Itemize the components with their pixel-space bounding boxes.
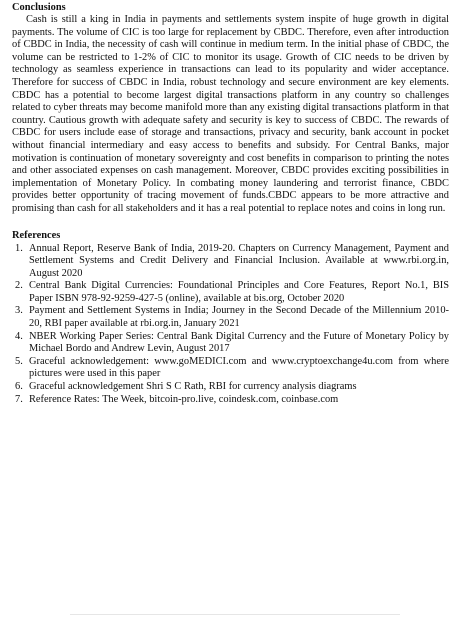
reference-item bbox=[12, 356, 449, 381]
reference-item bbox=[12, 305, 449, 330]
reference-item bbox=[12, 280, 449, 305]
reference-text: Annual Report, Reserve Bank of India, 2019-20. Chapters on Currency Management, Payment and Settlement Systems and Credit Delivery and Financial Inclusion. Available at www.rbi.org.in, August 2020 bbox=[29, 242, 449, 279]
reference-item bbox=[12, 381, 449, 394]
reference-item bbox=[12, 243, 449, 281]
reference-text: Graceful acknowledgement Shri S C Rath, RBI for currency analysis diagrams bbox=[29, 381, 357, 393]
references-list bbox=[12, 243, 449, 407]
reference-text: Payment and Settlement Systems in India; Journey in the Second Decade of the Millennium 2010-20, RBI paper available at rbi.org.in, January 2021 bbox=[29, 305, 449, 330]
reference-number: 3. bbox=[15, 305, 23, 317]
conclusions-heading: Conclusions bbox=[12, 2, 66, 13]
paper-page bbox=[12, 0, 449, 406]
reference-item bbox=[12, 331, 449, 356]
reference-text: Graceful acknowledgement: www.goMEDICI.com and www.cryptoexchange4u.com from where pictures were used in this paper bbox=[29, 355, 449, 380]
reference-text: Reference Rates: The Week, bitcoin-pro.live, coindesk.com, coinbase.com bbox=[29, 393, 339, 405]
reference-number: 5. bbox=[15, 355, 23, 367]
reference-number: 7. bbox=[15, 393, 23, 405]
reference-number: 4. bbox=[15, 330, 23, 342]
reference-text: Central Bank Digital Currencies: Foundational Principles and Core Features, Report No.1, BIS Paper ISBN 978-92-9259-427-5 (online), available at bis.org, October 2020 bbox=[29, 280, 449, 304]
references-heading: References bbox=[12, 229, 61, 241]
reference-number: 6. bbox=[15, 381, 23, 393]
reference-number: 2. bbox=[15, 280, 23, 292]
reference-number: 1. bbox=[15, 242, 23, 254]
page-footer-divider bbox=[70, 614, 400, 615]
conclusions-paragraph: Cash is still a king in India in payments and settlements system inspite of huge growth in digital payments. The volume of CIC is too large for replacement by CBDC. Therefore, even after introduction of CBDC in India, the necessity of cash will continue in medium term. In the initial phase of CBDC, the volume can be restricted to 1-2% of CIC to monitor its usage. Growth of CIC needs to be driven by technology as seamless experience in transactions can lead to its popularity and wider acceptance. Therefore for success of CBDC in India, robust technology and secure environment are key elements. CBDC has a potential to become largest digital transactions platform in any country so challenges related to cyber threats may become manifold more than any existing digital transactions platform in that country. Cautious growth with adequate safety and security is key to success of CBDC. The rewards of CBDC for users include ease of storage and transactions, privacy and security, bank account in pocket without financial intermediary and easy access to benefits and subsidy. For Central Banks, major motivation is continuation of monetary sovereignty and cost benefits in comparison to printing the notes and other associated expenses on cash management. Moreover, CBDC provides exciting possibilities in implementation of Monetary Policy. In combating money laundering and terrorist finance, CBDC provides better opportunity of tracing movement of funds.CBDC appears to be more attractive and promising than cash for all stakeholders and it has a real potential to replace notes and coins in long run. bbox=[12, 14, 449, 214]
reference-item bbox=[12, 394, 449, 407]
reference-text: NBER Working Paper Series: Central Bank Digital Currency and the Future of Monetary Policy by Michael Bordo and Andrew Levin, August 2017 bbox=[29, 330, 449, 355]
